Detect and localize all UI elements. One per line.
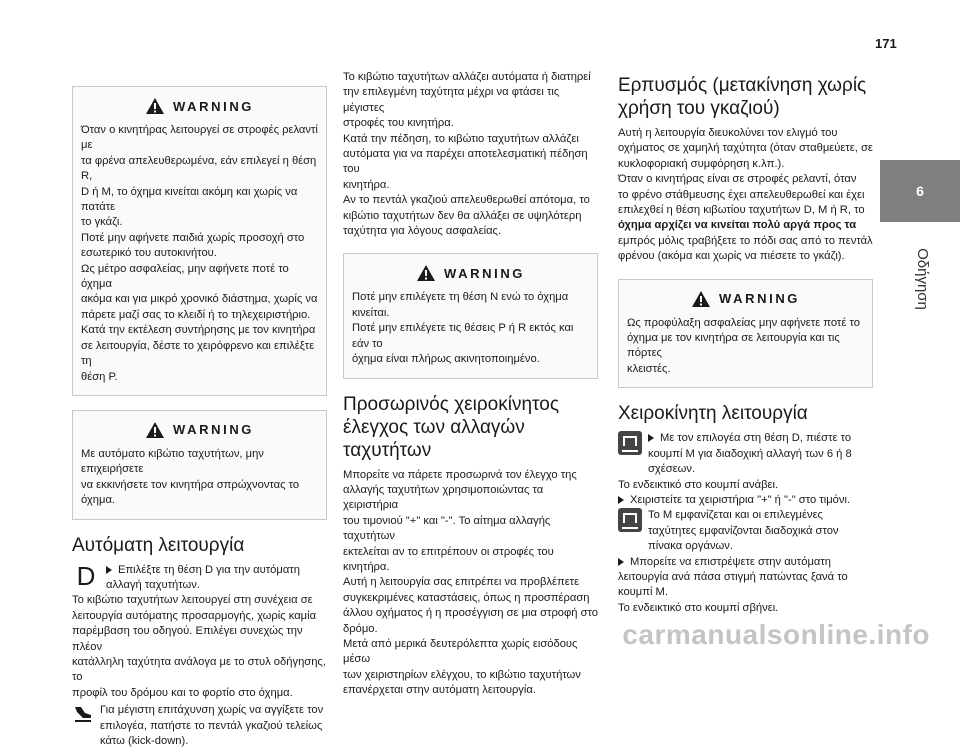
body-line: κυκλοφοριακή συμφόρηση κ.λπ.).: [618, 157, 785, 170]
body-line: του τιμονιού "+" και "-". Το αίτημα αλλαγής ταχυτήτων: [343, 514, 551, 543]
column-3: [618, 74, 873, 616]
body-line: δρόμο.: [343, 622, 378, 635]
warning-triangle-icon: [145, 97, 165, 115]
warning-line: ακόμα και για μικρό χρονικό διάστημα, χωρίς να: [81, 293, 318, 306]
section-heading-manual-override: Προσωρινός χειροκίνητος έλεγχος των αλλαγών ταχυτήτων: [343, 393, 559, 461]
section-heading-manual-mode: Χειροκίνητη λειτουργία: [618, 403, 808, 425]
body-line: επανέρχεται στην αυτόματη λειτουργία.: [343, 684, 536, 697]
warning-triangle-icon: [691, 290, 711, 308]
body-line: λειτουργία αυτόματης προσαρμογής, χωρίς καμία: [72, 609, 317, 622]
body-line: Όταν ο κινητήρας είναι σε στροφές ρελαντί, όταν: [618, 173, 857, 186]
body-line: φρένου (ακόμα και χωρίς να πιέσετε το γκάζι).: [618, 250, 845, 263]
column-2: [343, 70, 598, 699]
warning-line: Κατά την εκτέλεση συντήρησης με τον κινητήρα: [81, 324, 316, 337]
m-button-icon: [618, 431, 642, 455]
page-number: 171: [875, 36, 897, 51]
body-line: Το κιβώτιο ταχυτήτων αλλάζει αυτόματα ή διατηρεί: [343, 71, 591, 83]
warning-line: D ή M, το όχημα κινείται ακόμη και χωρίς να πατάτε: [81, 185, 298, 214]
arrow-bullet-icon: [648, 434, 654, 442]
warning-line: να εκκινήσετε τον κινητήρα σπρώχνοντας το όχημα.: [81, 478, 300, 507]
warning-line: κλειστές.: [627, 362, 671, 375]
chapter-tab: 6: [880, 160, 960, 222]
body-line: εμπρός μόλις τραβήξετε το πόδι σας από το πεντάλ: [618, 234, 873, 247]
section-heading-automatic: Αυτόματη λειτουργία: [72, 534, 245, 556]
warning-line: Ποτέ μην αφήνετε παιδιά χωρίς προσοχή στο: [81, 231, 305, 244]
body-line: Μετά από μερικά δευτερόλεπτα χωρίς εισόδους μέσω: [343, 637, 578, 666]
warning-box: [618, 279, 873, 389]
body-line: επιλεχθεί η θέση κιβωτίου ταχυτήτων D, M ή R, το: [618, 204, 865, 217]
body-line: εκτελείται αν το επιτρέπουν οι στροφές του κινητήρα.: [343, 545, 554, 573]
body-line: οχήματος σε χαμηλή ταχύτητα (όταν σταθμεύετε, σε: [618, 142, 873, 155]
warning-box: [343, 253, 598, 378]
warning-triangle-icon: [416, 264, 436, 282]
body-line: προφίλ του δρόμου και το φορτίο στο όχημα.: [72, 686, 293, 699]
body-line: κατάλληλη ταχύτητα ανάλογα με το στυλ οδήγησης, το: [72, 655, 326, 684]
body-line: Το ενδεικτικό στο κουμπί ανάβει.: [618, 478, 779, 491]
body-line: Μπορείτε να πάρετε προσωρινά τον έλεγχο της: [343, 468, 577, 481]
body-line: Αν το πεντάλ γκαζιού απελευθερωθεί απότομα, το: [343, 194, 590, 207]
body-line: ταχύτητα για λόγους ασφαλείας.: [343, 225, 502, 238]
warning-line: όχημα με τον κινητήρα σε λειτουργία και τις πόρτες: [627, 332, 840, 360]
accelerator-pedal-icon: [72, 703, 94, 725]
warning-line: πάρετε μαζί σας το κλειδί ή το τηλεχειριστήριο.: [81, 308, 311, 321]
step-text: Επιλέξτε τη θέση D για την αυτόματη αλλαγή ταχυτήτων.: [106, 563, 300, 591]
warning-line: το γκάζι.: [81, 216, 123, 229]
body-line: Αυτή η λειτουργία σας επιτρέπει να προβλέπετε: [343, 576, 580, 589]
body-line: αυτόματα για να παρέχει αποτελεσματική πέδηση του: [343, 148, 588, 176]
gear-selector-icon: D: [76, 560, 96, 591]
section-heading-creep: Ερπυσμός (μετακίνηση χωρίς χρήση του γκαζιού): [618, 75, 867, 119]
warning-title: WARNING: [718, 291, 801, 307]
warning-line: εσωτερικό του αυτοκινήτου.: [81, 247, 217, 260]
warning-line: Ποτέ μην επιλέγετε τις θέσεις P ή R εκτός και εάν το: [352, 322, 574, 350]
body-line: συγκεκριμένες καταστάσεις, όπως η προσπέραση: [343, 591, 590, 604]
step-text: Με τον επιλογέα στη θέση D, πιέστε το κουμπί M για διαδοχική αλλαγή των 6 ή 8 σχέσεων.: [648, 432, 852, 476]
arrow-bullet-icon: [106, 566, 112, 574]
warning-line: όχημα είναι πλήρως ακινητοποιημένο.: [352, 353, 540, 366]
body-line: κινητήρα.: [343, 178, 390, 191]
warning-line: τα φρένα απελευθερωμένα, εάν επιλεγεί η θέση R,: [81, 154, 317, 183]
warning-line: θέση P.: [81, 370, 118, 383]
arrow-bullet-icon: [618, 558, 624, 566]
warning-line: Ποτέ μην επιλέγετε τη θέση N ενώ το όχημα κινείται.: [352, 291, 569, 319]
warning-title: WARNING: [443, 265, 526, 281]
arrow-bullet-icon: [618, 496, 624, 504]
warning-title: WARNING: [172, 422, 255, 438]
body-line: στροφές του κινητήρα.: [343, 117, 454, 130]
body-text: Το M εμφανίζεται και οι επιλεγμένες ταχύτητες εμφανίζονται διαδοχικά στον πίνακα οργάνων.: [648, 509, 839, 553]
warning-line: Όταν ο κινητήρας λειτουργεί σε στροφές ρελαντί με: [81, 124, 318, 152]
warning-line: Με αυτόματο κιβώτιο ταχυτήτων, μην επιχειρήσετε: [81, 447, 264, 476]
step-text: Χειριστείτε τα χειριστήρια "+" ή "-" στο τιμόνι.: [618, 493, 873, 508]
body-line: το φρένο στάθμευσης έχει απελευθερωθεί και έχει: [618, 188, 865, 201]
warning-line: Ως προφύλαξη ασφαλείας μην αφήνετε ποτέ το: [627, 316, 860, 329]
body-line: την επιλεγμένη ταχύτητα μέχρι να φτάσει τις μέγιστες: [343, 86, 560, 114]
body-line: των χειριστηρίων ελέγχου, το κιβώτιο ταχυτήτων: [343, 668, 581, 681]
body-line: όχημα αρχίζει να κινείται πολύ αργά προς τα: [618, 219, 857, 232]
warning-line: σε λειτουργία, δέστε το χειρόφρενο και επιλέξτε τη: [81, 339, 315, 368]
body-line: Κατά την πέδηση, το κιβώτιο ταχυτήτων αλλάζει: [343, 132, 579, 145]
body-line: κιβώτιο ταχυτήτων δεν θα αλλάξει σε υψηλότερη: [343, 209, 582, 222]
body-line: παρέμβαση του οδηγού. Επιλέγει συνεχώς την πλέον: [72, 625, 303, 653]
m-button-icon: [618, 508, 642, 532]
body-line: Αυτή η λειτουργία διευκολύνει τον ελιγμό του: [618, 127, 838, 139]
step-text: Μπορείτε να επιστρέψετε στην αυτόματη λειτουργία ανά πάσα στιγμή πατώντας ξανά το κουμπί M.: [618, 555, 848, 599]
watermark: carmanualsonline.info: [622, 619, 930, 650]
warning-line: Ως μέτρο ασφαλείας, μην αφήνετε ποτέ το όχημα: [81, 262, 289, 291]
warning-box: [72, 410, 327, 520]
body-line: αλλαγής ταχυτήτων χρησιμοποιώντας τα χειριστήρια: [343, 483, 544, 512]
body-line: Το ενδεικτικό στο κουμπί σβήνει.: [618, 601, 779, 614]
warning-box: [72, 86, 327, 396]
body-line: Το κιβώτιο ταχυτήτων λειτουργεί στη συνέχεια σε: [72, 594, 313, 607]
body-line: άλλου οχήματος ή η προσέγγιση σε μια στροφή στο: [343, 607, 599, 620]
kickdown-text: Για μέγιστη επιτάχυνση χωρίς να αγγίξετε τον επιλογέα, πατήστε το πεντάλ γκαζιού τελείως κάτω (kick-down).: [100, 704, 324, 747]
warning-title: WARNING: [172, 98, 255, 114]
warning-triangle-icon: [145, 421, 165, 439]
chapter-title: Οδήγηση: [914, 248, 931, 310]
